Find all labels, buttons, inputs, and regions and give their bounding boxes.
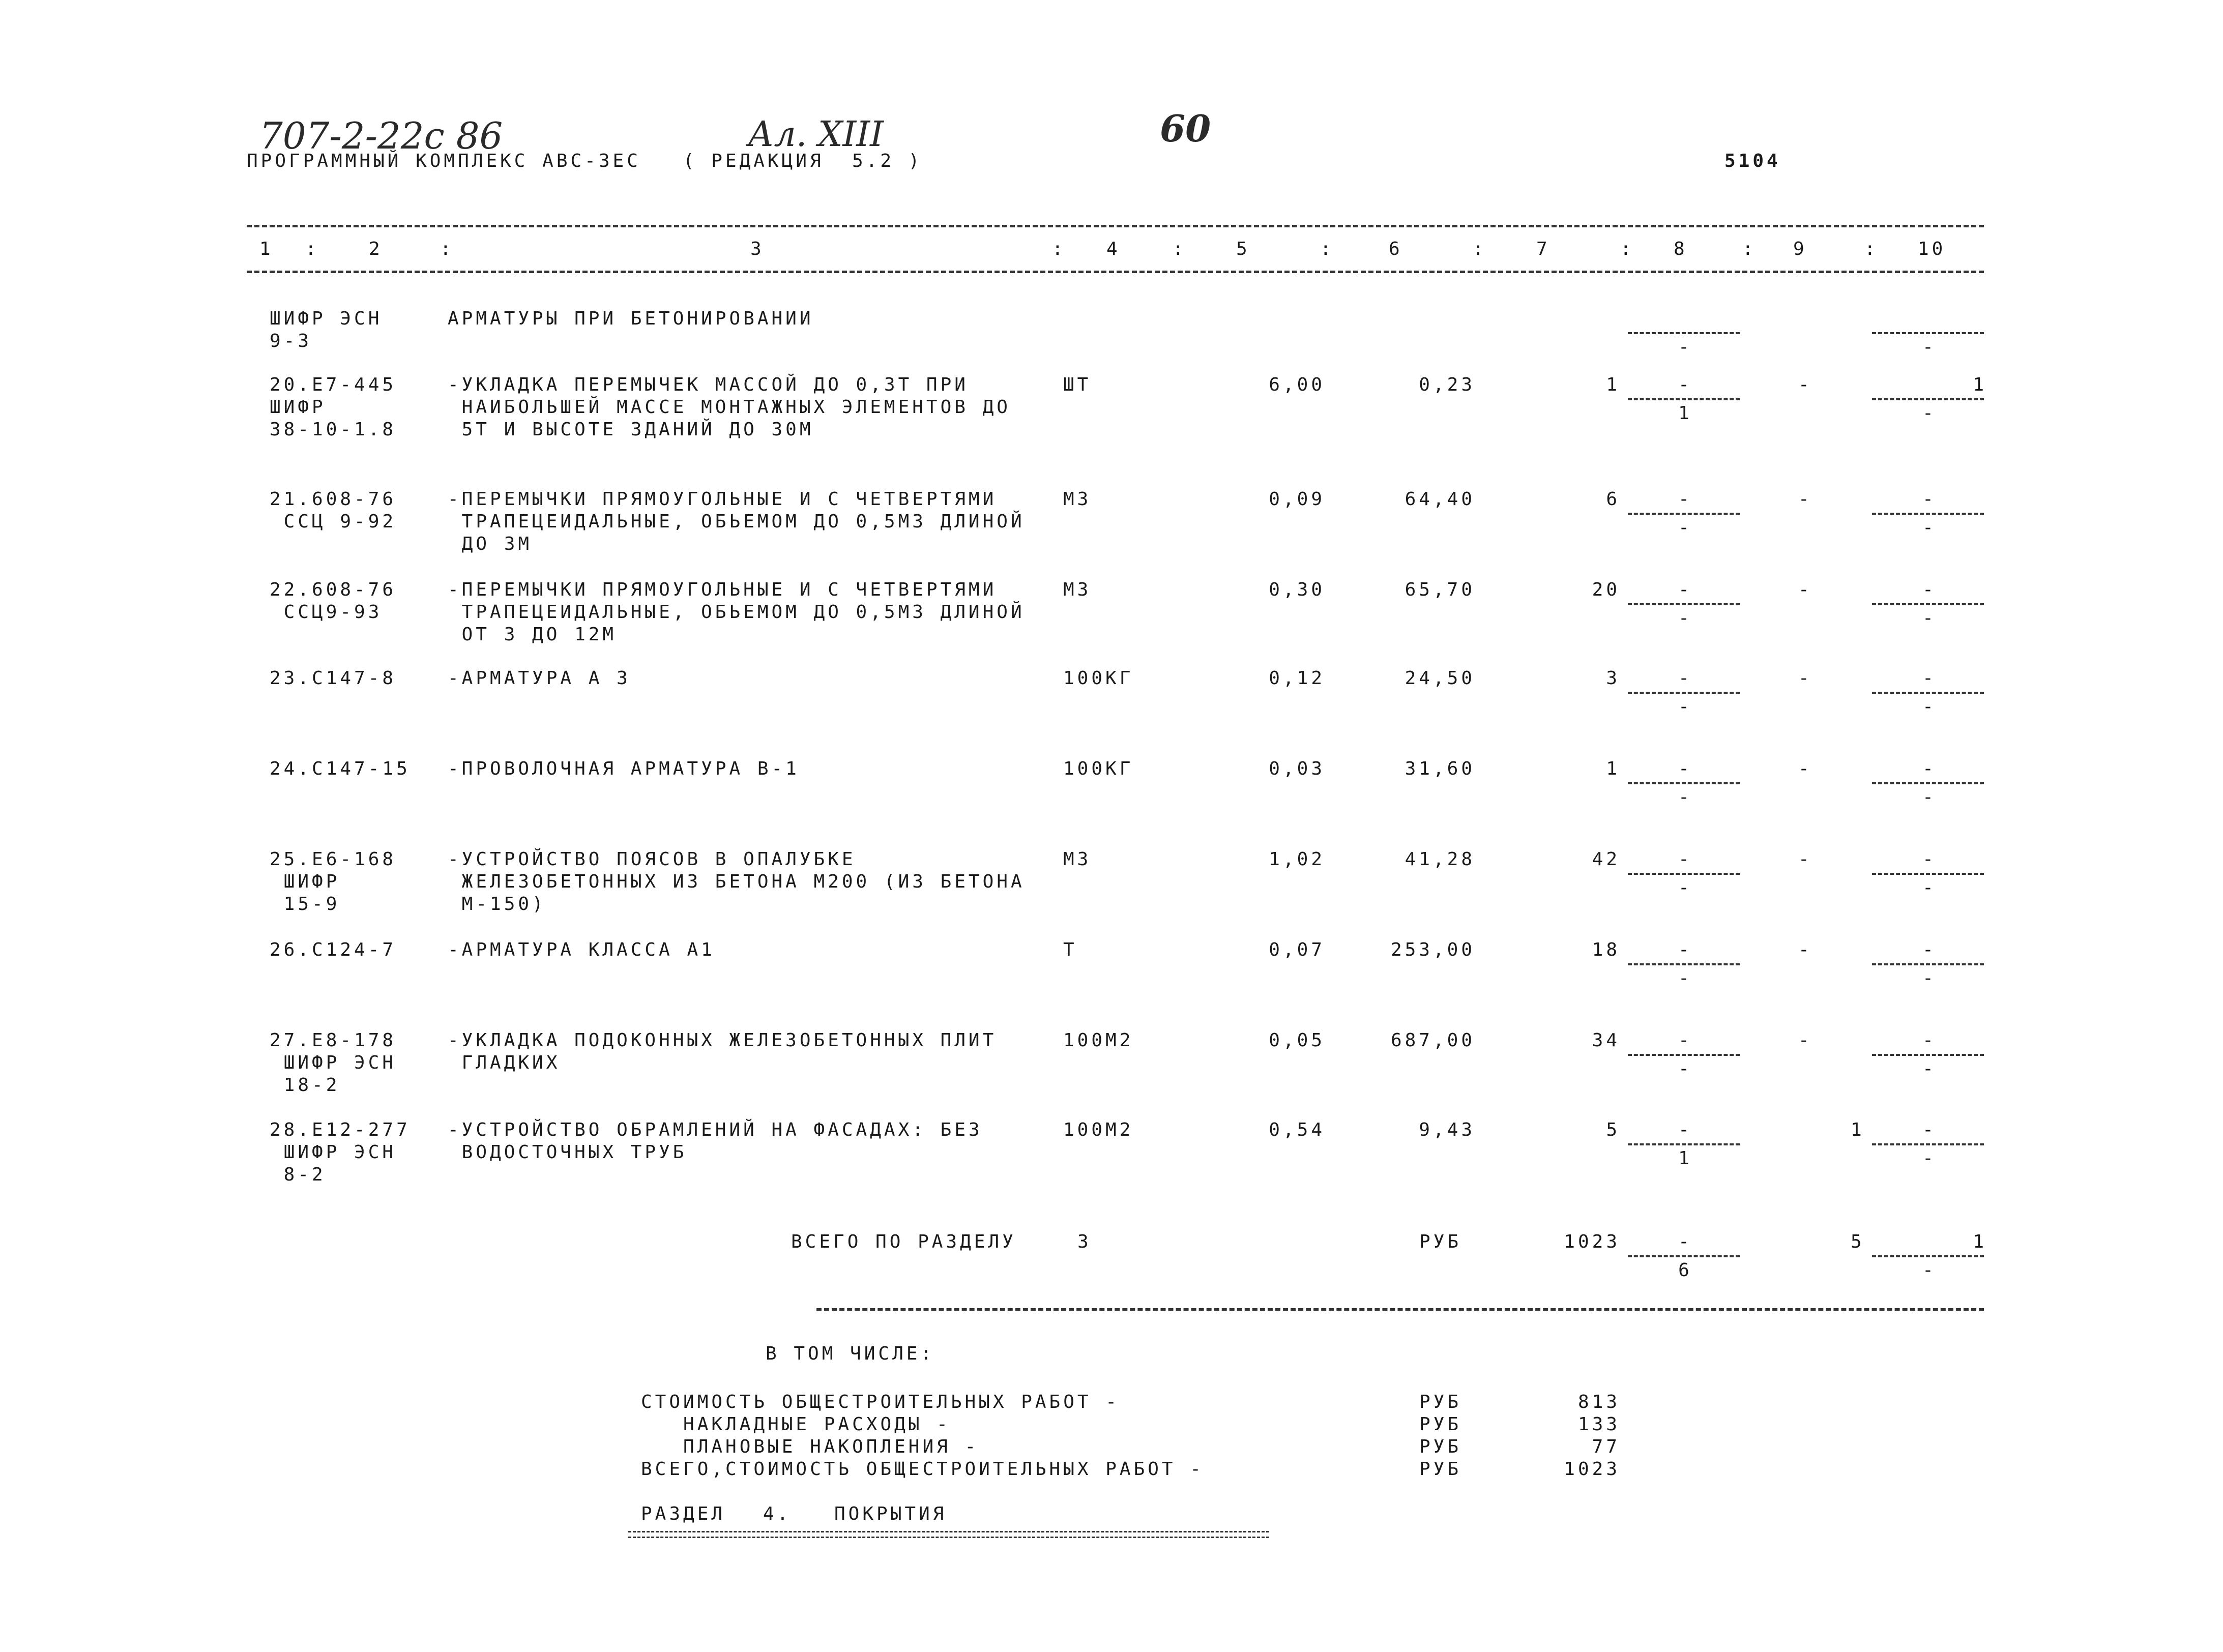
item-code-line: 15-9 [270, 894, 340, 914]
item-unit-price: 9,43 [1419, 1119, 1475, 1140]
header-bottom-rule [247, 271, 1984, 273]
item-code-line: 28.Е12-277 [270, 1119, 411, 1140]
section-total-number: 3 [1077, 1231, 1092, 1252]
section-total-col9: 5 [1851, 1231, 1865, 1252]
item-description-line: -УСТРОЙСТВО ОБРАМЛЕНИЙ НА ФАСАДАХ: БЕЗ [448, 1119, 983, 1140]
handwritten-sheet-number: Ал. XIII [748, 114, 884, 155]
item-unit-price: 24,50 [1405, 668, 1475, 689]
item-col8-fraction: - - [1628, 667, 1740, 718]
item-col10-fraction: - - [1872, 488, 1984, 539]
item-unit: ШТ [1063, 374, 1092, 395]
breakdown-heading: В ТОМ ЧИСЛЕ: [766, 1343, 935, 1364]
item-quantity: 6,00 [1269, 374, 1325, 395]
item-code-line: 18-2 [270, 1075, 340, 1096]
item-unit: 100М2 [1063, 1030, 1134, 1051]
section-total-rule [816, 1308, 1984, 1311]
column-header-10: 10 [1918, 239, 1946, 259]
section-total-label: ВСЕГО ПО РАЗДЕЛУ [791, 1231, 1016, 1252]
item-unit: Т [1063, 939, 1077, 960]
item-col9: - [1798, 489, 1812, 510]
breakdown-value: 1023 [1564, 1459, 1620, 1480]
item-total: 1 [1606, 758, 1620, 779]
item-total: 18 [1592, 939, 1620, 960]
section-total-col10: 1 - [1872, 1231, 1984, 1282]
item-description-line: -УКЛАДКА ПОДОКОННЫХ ЖЕЛЕЗОБЕТОННЫХ ПЛИТ [448, 1030, 997, 1051]
breakdown-value: 813 [1577, 1392, 1620, 1412]
breakdown-unit: РУБ [1419, 1459, 1462, 1480]
item-col9: - [1798, 579, 1812, 600]
handwritten-project-code: 707-2-22с 86 [259, 114, 503, 157]
item-unit: 100М2 [1063, 1119, 1134, 1140]
section-total-col8: - 6 [1628, 1231, 1740, 1282]
item-quantity: 0,54 [1269, 1119, 1325, 1140]
item-unit-price: 687,00 [1390, 1030, 1475, 1051]
item-col8-fraction: - - [1628, 579, 1740, 630]
item-code-line: ССЦ 9-92 [270, 511, 397, 532]
breakdown-label: ПЛАНОВЫЕ НАКОПЛЕНИЯ - [641, 1436, 979, 1457]
item-total: 1 [1606, 374, 1620, 395]
item-description-line: М-150) [448, 894, 546, 914]
item-description-line: -АРМАТУРА КЛАССА А1 [448, 939, 715, 960]
column-separator: : [305, 239, 319, 259]
section-total-value: 1023 [1564, 1231, 1620, 1252]
item-col10-fraction: - - [1872, 667, 1984, 718]
breakdown-unit: РУБ [1419, 1436, 1462, 1457]
item-col9: 1 [1851, 1119, 1865, 1140]
header-top-rule [247, 225, 1984, 227]
item-col10-fraction: - - [1872, 1029, 1984, 1080]
item-description-line: ЖЕЛЕЗОБЕТОННЫХ ИЗ БЕТОНА М200 (ИЗ БЕТОНА [448, 871, 1025, 892]
item-code-line: 38-10-1.8 [270, 419, 397, 440]
item-code-line: 22.608-76 [270, 579, 397, 600]
item-col9: - [1798, 668, 1812, 689]
item-total: 5 [1606, 1119, 1620, 1140]
item-total: 42 [1592, 849, 1620, 870]
column-header-8: 8 [1674, 239, 1688, 259]
column-separator: : [1620, 239, 1634, 259]
item-description-line: -УСТРОЙСТВО ПОЯСОВ В ОПАЛУБКЕ [448, 849, 856, 870]
item-code-line: 9-3 [270, 331, 312, 351]
item-code-line: ШИФР [270, 871, 340, 892]
item-unit: 100КГ [1063, 758, 1134, 779]
item-unit-price: 31,60 [1405, 758, 1475, 779]
breakdown-label: СТОИМОСТЬ ОБЩЕСТРОИТЕЛЬНЫХ РАБОТ - [641, 1392, 1120, 1412]
item-total: 3 [1606, 668, 1620, 689]
breakdown-unit: РУБ [1419, 1414, 1462, 1435]
column-header-3: 3 [750, 239, 765, 259]
item-col8-fraction: - 1 [1628, 374, 1740, 425]
item-description-line: -УКЛАДКА ПЕРЕМЫЧЕК МАССОЙ ДО 0,3Т ПРИ [448, 374, 969, 395]
column-separator: : [1473, 239, 1487, 259]
item-col10-fraction: - - [1872, 579, 1984, 630]
column-separator: : [1320, 239, 1334, 259]
item-col9: - [1798, 939, 1812, 960]
item-code-line: 8-2 [270, 1164, 326, 1185]
item-unit: М3 [1063, 579, 1092, 600]
item-col8-fraction: - [1628, 308, 1740, 359]
column-separator: : [1173, 239, 1187, 259]
item-quantity: 0,12 [1269, 668, 1325, 689]
item-col9: - [1798, 374, 1812, 395]
item-description-line: АРМАТУРЫ ПРИ БЕТОНИРОВАНИИ [448, 308, 814, 329]
item-description-line: ГЛАДКИХ [448, 1052, 561, 1073]
breakdown-value: 77 [1592, 1436, 1620, 1457]
item-code-line: 25.Е6-168 [270, 849, 397, 870]
item-unit: М3 [1063, 489, 1092, 510]
item-code-line: 23.С147-8 [270, 668, 397, 689]
item-total: 20 [1592, 579, 1620, 600]
item-description-line: -ПЕРЕМЫЧКИ ПРЯМОУГОЛЬНЫЕ И С ЧЕТВЕРТЯМИ [448, 579, 997, 600]
item-description-line: ТРАПЕЦЕИДАЛЬНЫЕ, ОБЬЕМОМ ДО 0,5М3 ДЛИНОЙ [448, 511, 1025, 532]
breakdown-value: 133 [1577, 1414, 1620, 1435]
item-description-line: НАИБОЛЬШЕЙ МАССЕ МОНТАЖНЫХ ЭЛЕМЕНТОВ ДО [448, 397, 1011, 418]
item-description-line: ТРАПЕЦЕИДАЛЬНЫЕ, ОБЬЕМОМ ДО 0,5М3 ДЛИНОЙ [448, 602, 1025, 623]
item-code-line: ШИФР ЭСН [270, 308, 383, 329]
item-code-line: ШИФР [270, 397, 326, 418]
item-quantity: 0,07 [1269, 939, 1325, 960]
item-col10-fraction: - - [1872, 1119, 1984, 1170]
item-code-line: ССЦ9-93 [270, 602, 383, 623]
item-col8-fraction: - - [1628, 758, 1740, 809]
item-quantity: 0,30 [1269, 579, 1325, 600]
item-quantity: 1,02 [1269, 849, 1325, 870]
item-col8-fraction: - - [1628, 848, 1740, 899]
item-code-line: ШИФР ЭСН [270, 1052, 397, 1073]
section-total-unit: РУБ [1419, 1231, 1462, 1252]
item-total: 34 [1592, 1030, 1620, 1051]
item-unit-price: 253,00 [1390, 939, 1475, 960]
column-header-4: 4 [1106, 239, 1121, 259]
item-unit: 100КГ [1063, 668, 1134, 689]
item-col10-fraction: - - [1872, 758, 1984, 809]
item-description-line: ОТ 3 ДО 12М [448, 624, 617, 645]
item-code-line: ШИФР ЭСН [270, 1142, 397, 1163]
item-quantity: 0,03 [1269, 758, 1325, 779]
item-col8-fraction: - - [1628, 939, 1740, 990]
item-unit-price: 64,40 [1405, 489, 1475, 510]
column-header-6: 6 [1389, 239, 1403, 259]
item-description-line: ДО 3М [448, 534, 533, 554]
item-col10-fraction: - - [1872, 939, 1984, 990]
item-quantity: 0,05 [1269, 1030, 1325, 1051]
document-number: 5104 [1724, 151, 1781, 171]
next-section-number: 4. [763, 1503, 792, 1524]
column-header-5: 5 [1236, 239, 1250, 259]
breakdown-label: НАКЛАДНЫЕ РАСХОДЫ - [641, 1414, 951, 1435]
column-separator: : [1864, 239, 1879, 259]
item-col9: - [1798, 849, 1812, 870]
item-col9: - [1798, 758, 1812, 779]
item-description-line: ВОДОСТОЧНЫХ ТРУБ [448, 1142, 687, 1163]
item-total: 6 [1606, 489, 1620, 510]
breakdown-label: ВСЕГО,СТОИМОСТЬ ОБЩЕСТРОИТЕЛЬНЫХ РАБОТ - [641, 1459, 1204, 1480]
column-header-2: 2 [369, 239, 383, 259]
column-header-1: 1 [259, 239, 274, 259]
item-description-line: -ПРОВОЛОЧНАЯ АРМАТУРА В-1 [448, 758, 800, 779]
next-section-double-rule [628, 1531, 1269, 1538]
breakdown-unit: РУБ [1419, 1392, 1462, 1412]
item-col8-fraction: - - [1628, 1029, 1740, 1080]
item-code-line: 21.608-76 [270, 489, 397, 510]
column-header-9: 9 [1793, 239, 1807, 259]
item-description-line: -АРМАТУРА А 3 [448, 668, 631, 689]
item-unit-price: 0,23 [1419, 374, 1475, 395]
next-section-name: ПОКРЫТИЯ [834, 1503, 947, 1524]
item-col10-fraction: 1 - [1872, 374, 1984, 425]
item-code-line: 26.С124-7 [270, 939, 397, 960]
item-unit-price: 65,70 [1405, 579, 1475, 600]
item-col10-fraction: - [1872, 308, 1984, 359]
item-code-line: 27.Е8-178 [270, 1030, 397, 1051]
item-description-line: 5Т И ВЫСОТЕ ЗДАНИЙ ДО 30М [448, 419, 814, 440]
item-unit: М3 [1063, 849, 1092, 870]
item-col9: - [1798, 1030, 1812, 1051]
item-col8-fraction: - 1 [1628, 1119, 1740, 1170]
item-code-line: 20.Е7-445 [270, 374, 397, 395]
item-code-line: 24.С147-15 [270, 758, 411, 779]
item-quantity: 0,09 [1269, 489, 1325, 510]
item-col10-fraction: - - [1872, 848, 1984, 899]
next-section-label: РАЗДЕЛ [641, 1503, 726, 1524]
column-separator: : [1742, 239, 1757, 259]
program-title: ПРОГРАММНЫЙ КОМПЛЕКС АВС-3ЕС ( РЕДАКЦИЯ 5.2 ) [247, 151, 923, 171]
item-col8-fraction: - - [1628, 488, 1740, 539]
item-unit-price: 41,28 [1405, 849, 1475, 870]
column-header-7: 7 [1536, 239, 1551, 259]
handwritten-page-number: 60 [1160, 107, 1211, 150]
column-separator: : [1052, 239, 1066, 259]
column-separator: : [440, 239, 454, 259]
item-description-line: -ПЕРЕМЫЧКИ ПРЯМОУГОЛЬНЫЕ И С ЧЕТВЕРТЯМИ [448, 489, 997, 510]
